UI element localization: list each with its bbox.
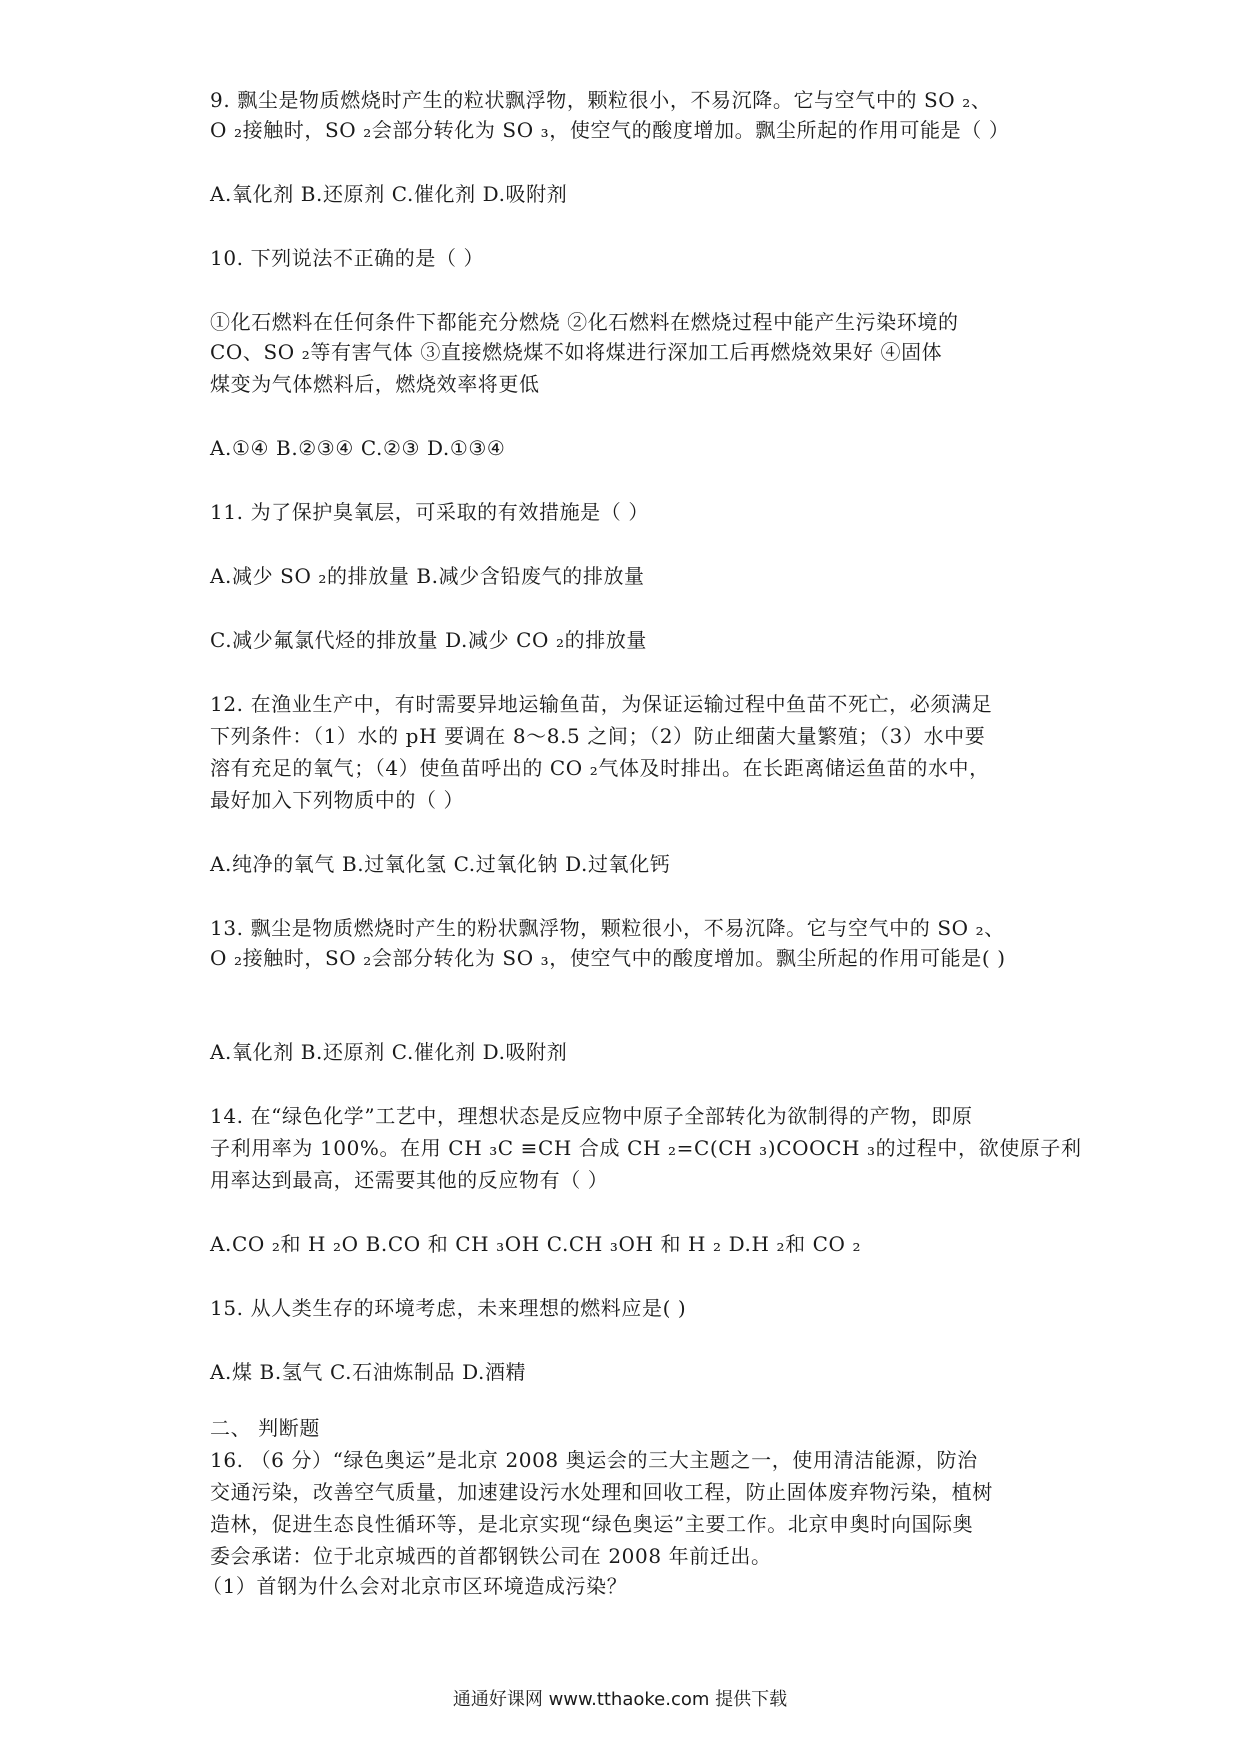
q14-options: A.CO ₂和 H ₂O B.CO 和 CH ₃OH C.CH ₃OH 和 H ₂ D.H ₂和 CO ₂ — [210, 1232, 862, 1256]
q9-stem-line-1: 9. 飘尘是物质燃烧时产生的粒状飘浮物，颗粒很小，不易沉降。它与空气中的 SO ₂、 — [210, 88, 992, 112]
q16-stem-line-3: 造林，促进生态良性循环等，是北京实现“绿色奥运”主要工作。北京申奥时向国际奥 — [210, 1512, 974, 1536]
q10-statement-line-3: 煤变为气体燃料后，燃烧效率将更低 — [210, 372, 540, 396]
q10-statement-line-1: ①化石燃料在任何条件下都能充分燃烧 ②化石燃料在燃烧过程中能产生污染环境的 — [210, 310, 959, 334]
q9-stem-line-2: O ₂接触时，SO ₂会部分转化为 SO ₃，使空气的酸度增加。飘尘所起的作用可能是（ ） — [210, 118, 1010, 142]
q13-options: A.氧化剂 B.还原剂 C.催化剂 D.吸附剂 — [210, 1040, 568, 1064]
q16-subquestion-1: （1）首钢为什么会对北京市区环境造成污染？ — [202, 1574, 628, 1598]
q12-stem-line-4: 最好加入下列物质中的（ ） — [210, 788, 465, 812]
section-heading-judgment: 二、 判断题 — [210, 1416, 320, 1440]
q16-stem-line-1: 16. （6 分）“绿色奥运”是北京 2008 奥运会的三大主题之一，使用清洁能源，防治 — [210, 1448, 978, 1472]
q14-stem-line-3: 用率达到最高，还需要其他的反应物有（ ） — [210, 1168, 609, 1192]
q11-stem: 11. 为了保护臭氧层，可采取的有效措施是（ ） — [210, 500, 649, 524]
q11-options-line-1: A.减少 SO ₂的排放量 B.减少含铅废气的排放量 — [210, 564, 645, 588]
q10-stem: 10. 下列说法不正确的是（ ） — [210, 246, 485, 270]
page-footer: 通通好课网 www.tthaoke.com 提供下载 — [452, 1689, 788, 1710]
q12-stem-line-1: 12. 在渔业生产中，有时需要异地运输鱼苗，为保证运输过程中鱼苗不死亡，必须满足 — [210, 692, 993, 716]
q15-options: A.煤 B.氢气 C.石油炼制品 D.酒精 — [210, 1360, 527, 1384]
q14-stem-line-2: 子利用率为 100%。在用 CH ₃C ≡CH 合成 CH ₂=C(CH ₃)COOCH ₃的过程中，欲使原子利 — [210, 1136, 1082, 1160]
q12-stem-line-3: 溶有充足的氧气；（4）使鱼苗呼出的 CO ₂气体及时排出。在长距离储运鱼苗的水中， — [210, 756, 990, 780]
q16-stem-line-2: 交通污染，改善空气质量，加速建设污水处理和回收工程，防止固体废弃物污染，植树 — [210, 1480, 993, 1504]
q14-stem-line-1: 14. 在“绿色化学”工艺中，理想状态是反应物中原子全部转化为欲制得的产物，即原 — [210, 1104, 973, 1128]
q15-stem: 15. 从人类生存的环境考虑，未来理想的燃料应是( ) — [210, 1296, 687, 1320]
q13-stem-line-2: O ₂接触时，SO ₂会部分转化为 SO ₃，使空气中的酸度增加。飘尘所起的作用可能是( ) — [210, 946, 1006, 970]
q9-options: A.氧化剂 B.还原剂 C.催化剂 D.吸附剂 — [210, 182, 568, 206]
q13-stem-line-1: 13. 飘尘是物质燃烧时产生的粉状飘浮物，颗粒很小，不易沉降。它与空气中的 SO ₂、 — [210, 916, 1005, 940]
q16-stem-line-4: 委会承诺：位于北京城西的首都钢铁公司在 2008 年前迁出。 — [210, 1544, 772, 1568]
q12-stem-line-2: 下列条件：（1）水的 pH 要调在 8～8.5 之间；（2）防止细菌大量繁殖；（3）水中要 — [210, 724, 986, 748]
q10-options: A.①④ B.②③④ C.②③ D.①③④ — [210, 436, 506, 460]
q12-options: A.纯净的氧气 B.过氧化氢 C.过氧化钠 D.过氧化钙 — [210, 852, 671, 876]
q11-options-line-2: C.减少氟氯代烃的排放量 D.减少 CO ₂的排放量 — [210, 628, 648, 652]
q10-statement-line-2: CO、SO ₂等有害气体 ③直接燃烧煤不如将煤进行深加工后再燃烧效果好 ④固体 — [210, 340, 943, 364]
